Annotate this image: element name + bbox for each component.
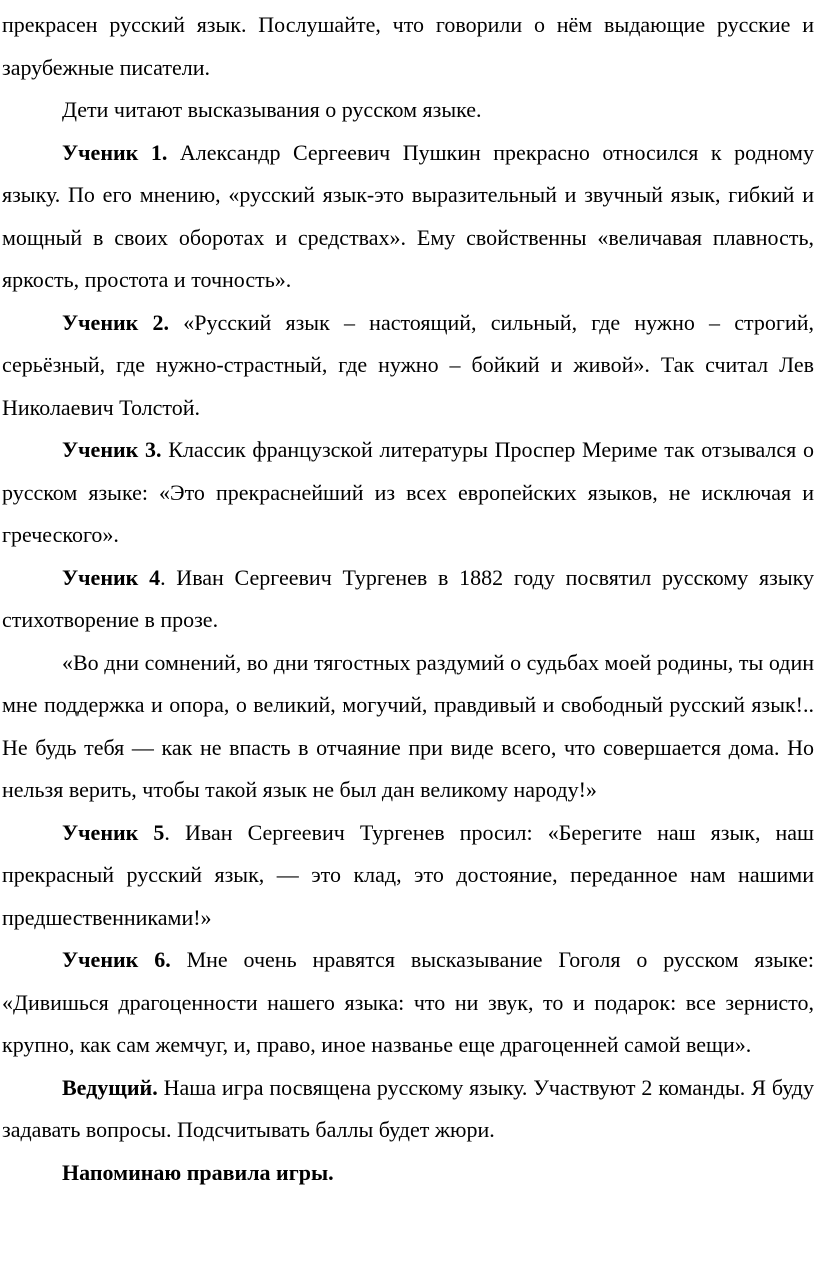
speaker-label: Ученик 2. — [62, 309, 170, 335]
paragraph-children-read — [2, 89, 814, 132]
paragraph-text: Наша игра посвящена русскому языку. Участвуют 2 команды. Я буду задавать вопросы. Подсчитывать баллы будет жюри. — [2, 1074, 814, 1142]
paragraph-text: Дети читают высказывания о русском языке. — [62, 97, 482, 122]
paragraph-host — [2, 1067, 814, 1152]
speaker-label: Ученик 6. — [62, 947, 171, 972]
speaker-label: Ученик 5 — [62, 819, 165, 845]
paragraph-student-5 — [2, 812, 814, 940]
paragraph-text: Александр Сергеевич Пушкин прекрасно относился к родному языку. По его мнению, «русский язык-это выразительный и звучный язык, гибкий и мощный в своих оборотах и средствах». Ему свойственны «величавая плавность, яркость, простота и точность». — [2, 139, 814, 292]
paragraph-rules-heading — [2, 1152, 814, 1195]
speaker-label: Ученик 3. — [62, 437, 162, 462]
paragraph-student-2 — [2, 302, 814, 430]
paragraph-student-6 — [2, 939, 814, 1067]
paragraph-student-3 — [2, 429, 814, 557]
paragraph-turgenev-poem — [2, 642, 814, 812]
paragraph-student-4 — [2, 557, 814, 642]
rules-heading: Напоминаю правила игры. — [62, 1159, 334, 1185]
paragraph-text: . Иван Сергеевич Тургенев в 1882 году посвятил русскому языку стихотворение в прозе. — [2, 564, 814, 632]
paragraph-text: «Во дни сомнений, во дни тягостных раздумий о судьбах моей родины, ты один мне поддержка и опора, о великий, могучий, правдивый и свободный русский язык!.. Не будь тебя — как не впасть в отчаяние при виде всего, что совершается дома. Но нельзя верить, чтобы такой язык не был дан великому народу!» — [2, 649, 814, 802]
paragraph-text: Классик французской литературы Проспер Мериме так отзывался о русском языке: «Это прекраснейший из всех европейских языков, не исключая и греческого». — [2, 437, 814, 547]
paragraph-intro-continuation — [2, 4, 814, 89]
paragraph-text: «Русский язык – настоящий, сильный, где нужно – строгий, серьёзный, где нужно-страстный, где нужно – бойкий и живой». Так считал Лев Николаевич Толстой. — [2, 309, 814, 420]
paragraph-text: . Иван Сергеевич Тургенев просил: «Берегите наш язык, наш прекрасный русский язык, — это клад, это достояние, переданное нам нашими предшественниками!» — [2, 819, 814, 930]
speaker-label: Ученик 1. — [62, 139, 168, 165]
paragraph-student-1 — [2, 132, 814, 302]
paragraph-text: прекрасен русский язык. Послушайте, что говорили о нём выдающие русские и зарубежные писатели. — [2, 12, 814, 80]
speaker-label: Ученик 4 — [62, 564, 161, 590]
speaker-label: Ведущий. — [62, 1074, 158, 1100]
paragraph-text: Мне очень нравятся высказывание Гоголя о русском языке: «Дивишься драгоценности нашего языка: что ни звук, то и подарок: все зернисто, крупно, как сам жемчуг, и, право, иное названье еще драгоценней самой вещи». — [2, 947, 814, 1057]
